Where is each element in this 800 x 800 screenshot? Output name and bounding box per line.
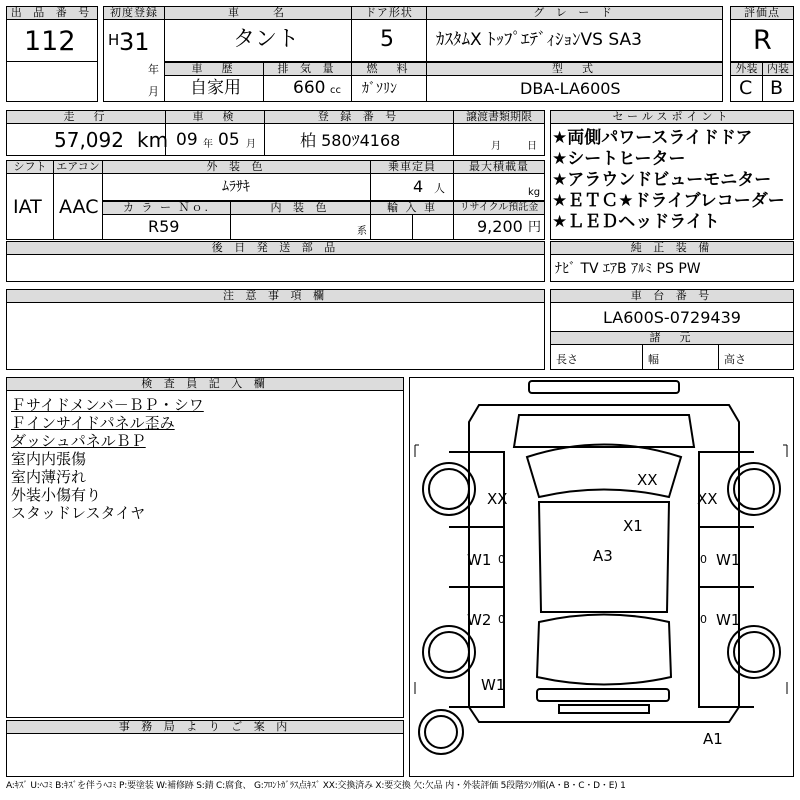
hood (514, 415, 694, 447)
sales-point: ★ＥＴＣ★ドライブレコーダー (552, 191, 785, 211)
capacity-header: 乗車定員 (370, 160, 454, 174)
notes-box (6, 302, 545, 370)
diagram-mark: W1 (467, 551, 492, 569)
door-type: 5 (380, 27, 394, 52)
exterior-header: 外装 (730, 62, 763, 76)
transfer-day: 日 (527, 141, 537, 152)
rear-window (537, 615, 671, 685)
inspector-line: Ｆサイドメンバ－ＢＰ・シワ (11, 396, 204, 414)
first-reg-year-unit: 年 (148, 63, 159, 76)
inspector-line: 外装小傷有り (11, 486, 102, 504)
lot-number: 112 (24, 26, 76, 57)
later-parts-header: 後 日 発 送 部 品 (6, 241, 545, 255)
diagram-mark: 0 (700, 553, 707, 566)
office-box (6, 733, 404, 777)
history: 自家用 (190, 78, 241, 98)
color-no-header: カ ラ ー Ｎｏ. (102, 201, 231, 215)
inspector-line: スタッドレスタイヤ (11, 504, 146, 522)
equipment: ﾅﾋﾞ TV ｴｱB ｱﾙﾐ PS PW (555, 261, 701, 277)
front-bumper (529, 381, 679, 393)
diagram-mark: XX (697, 490, 718, 508)
displacement: 660 (293, 78, 326, 98)
import-divider (412, 214, 413, 240)
legend: A:ｷｽﾞ U:ﾍｺﾐ B:ｷｽﾞを伴うﾍｺﾐ P:要塗装 W:補修跡 S:錆 C:腐食、 G:ﾌﾛﾝﾄｶﾞﾗｽ点ｷｽﾞ XX:交換済み X:要交換 欠:欠品 内・外装評価 5段階ﾗﾝｸ順(A・B・C・D・E) 1 (6, 781, 626, 791)
notes-header: 注 意 事 項 欄 (6, 289, 545, 303)
dims-header: 諸 元 (550, 331, 794, 345)
inspector-line: 室内内張傷 (11, 450, 87, 468)
dims-divider (642, 344, 643, 370)
model-header: 型 式 (426, 62, 723, 76)
car-name: タント (233, 27, 300, 52)
spare-wheel (425, 716, 457, 748)
car-name-header: 車 名 (164, 6, 352, 20)
diagram-mark: W2 (467, 611, 492, 629)
inspector-notes (11, 396, 401, 522)
inspection-month: 05 (218, 130, 240, 150)
chassis-number: LA600S-0729439 (603, 308, 741, 327)
interior-color-box (230, 214, 371, 240)
shift: IAT (13, 196, 42, 218)
dims-divider (718, 344, 719, 370)
exterior-score: C (739, 77, 753, 99)
sales-point: ★ＬＥＤヘッドライト (552, 212, 720, 232)
inspector-line: ダッシュパネルＢＰ (11, 432, 146, 450)
diagram-mark: 0 (700, 613, 707, 626)
interior-color-header: 内 装 色 (230, 201, 371, 215)
interior-score: B (770, 77, 784, 99)
sales-points-list (552, 128, 792, 233)
score-header: 評価点 (730, 6, 794, 20)
wheel (728, 463, 780, 515)
score: R (753, 25, 772, 56)
diagram-mark: 0 (498, 553, 505, 566)
fuel: ｶﾞｿﾘﾝ (362, 81, 397, 97)
inspection-month-unit: 月 (246, 139, 256, 150)
load-unit: kg (528, 187, 541, 198)
dims-length: 長さ (556, 353, 578, 366)
ac: AAC (59, 196, 99, 218)
interior-color-suffix: 系 (357, 226, 367, 237)
registration-header: 登 録 番 号 (264, 110, 454, 124)
wheel (423, 626, 475, 678)
inspection-year-unit: 年 (203, 139, 213, 150)
displacement-header: 排 気 量 (263, 62, 352, 76)
wheel (429, 469, 469, 509)
dims-width: 幅 (648, 353, 659, 366)
wheel (423, 463, 475, 515)
mileage-header: 走 行 (6, 110, 166, 124)
inspector-line: Ｆインサイドパネル歪み (11, 414, 175, 432)
chassis-header: 車 台 番 号 (550, 289, 794, 303)
diagram-mark: W1 (481, 676, 506, 694)
later-parts-box (6, 254, 545, 282)
grade-header: グ レ ー ド (426, 6, 723, 20)
diagram-mark: A3 (593, 547, 613, 565)
first-reg-month-unit: 月 (148, 85, 159, 98)
car-diagram (409, 377, 794, 777)
equipment-header: 純 正 装 備 (550, 241, 794, 255)
mileage-unit: km (137, 128, 169, 152)
diagram-mark: XX (637, 471, 658, 489)
inspector-header: 検 査 員 記 入 欄 (6, 377, 404, 391)
recycle-header: リサイクル預託金 (453, 201, 545, 215)
transfer-month: 月 (491, 141, 501, 152)
recycle-fee: 9,200 (477, 217, 523, 236)
capacity: 4 (413, 177, 424, 196)
recycle-unit: 円 (528, 220, 542, 235)
inspector-line: 室内薄汚れ (11, 468, 87, 486)
color: ﾑﾗｻｷ (222, 179, 250, 195)
first-reg-header: 初度登録 (103, 6, 165, 20)
mileage: 57,092 (54, 128, 124, 152)
sales-point: ★両側パワースライドドア (552, 128, 753, 148)
displacement-unit: cc (330, 85, 341, 96)
lot-number-header: 出 品 番 号 (6, 6, 98, 20)
diagram-mark: W1 (716, 551, 741, 569)
door-header: ドア形状 (351, 6, 427, 20)
rear-step (559, 705, 649, 713)
grade: ｶｽﾀﾑX ﾄｯﾌﾟｴﾃﾞｨｼｮﾝVS SA3 (436, 30, 642, 50)
windshield (527, 445, 681, 498)
wheel (728, 626, 780, 678)
shift-header: シフト (6, 160, 54, 174)
office-header: 事 務 局 よ り ご 案 内 (6, 720, 404, 734)
history-header: 車 歴 (164, 62, 264, 76)
lot-blank-box (6, 61, 98, 102)
color-no: R59 (148, 217, 180, 236)
capacity-unit: 人 (434, 182, 445, 195)
inspection-year: 09 (176, 130, 198, 150)
sales-points-header: セールスポイント (550, 110, 794, 124)
inspection-header: 車 検 (165, 110, 265, 124)
interior-header: 内装 (762, 62, 794, 76)
diagram-mark: A1 (703, 730, 723, 748)
diagram-mark: 0 (498, 613, 505, 626)
diagram-mark: W1 (716, 611, 741, 629)
sales-point: ★アラウンドビューモニター (552, 170, 772, 190)
diagram-mark: XX (487, 490, 508, 508)
dims-box (550, 344, 794, 370)
color-header: 外 装 色 (102, 160, 371, 174)
ac-header: エアコン (53, 160, 103, 174)
wheel (429, 632, 469, 672)
first-reg-era: H (108, 31, 120, 49)
dims-height: 高さ (724, 353, 746, 366)
import-header: 輸 入 車 (370, 201, 454, 215)
rear-bumper (537, 689, 669, 701)
load-header: 最大積載量 (453, 160, 545, 174)
diagram-mark: X1 (623, 517, 643, 535)
registration-number: 柏 580ﾂ4168 (300, 131, 401, 150)
transfer-header: 譲渡書類期限 (453, 110, 545, 124)
model: DBA-LA600S (520, 79, 621, 98)
first-reg-year: 31 (119, 28, 150, 56)
fuel-header: 燃 料 (351, 62, 427, 76)
sales-point: ★シートヒーター (552, 149, 686, 169)
